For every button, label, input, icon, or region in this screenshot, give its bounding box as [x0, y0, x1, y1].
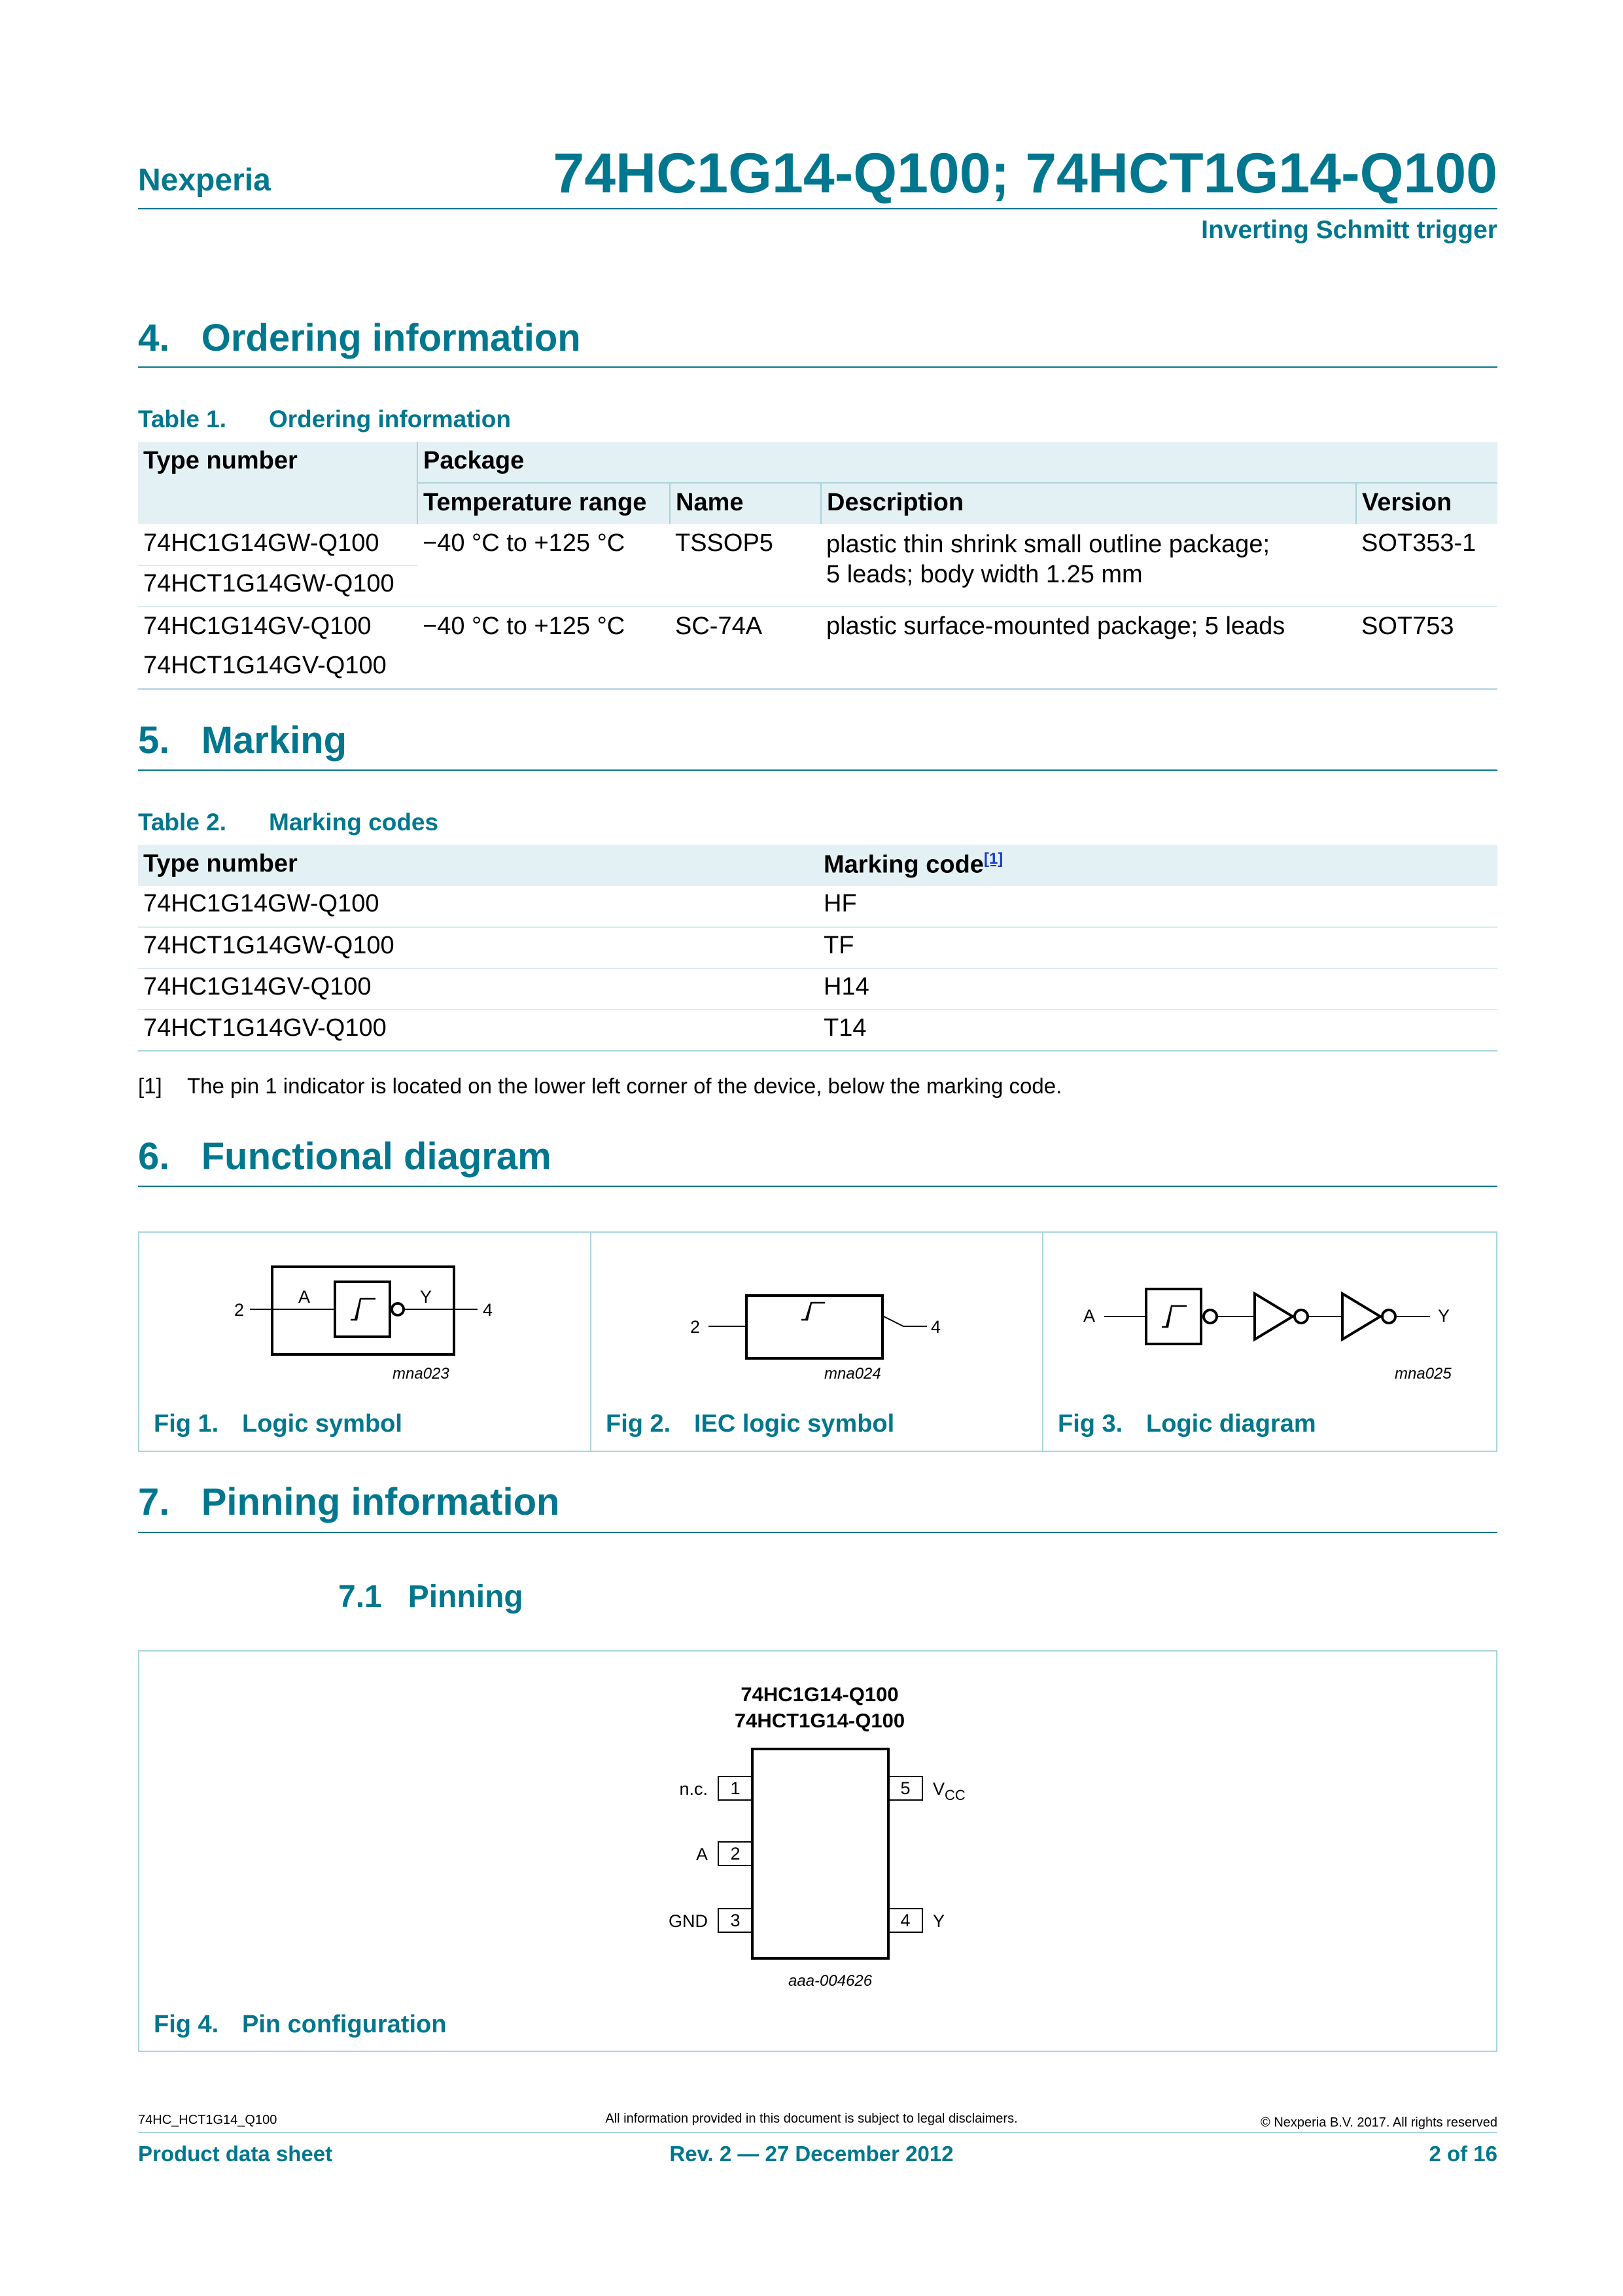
- panel-divider: [1042, 1231, 1043, 1452]
- col-marking-code: [818, 845, 1497, 886]
- type-cell: 74HCT1G14GW-Q100: [143, 570, 394, 597]
- section-6-rule: [138, 1186, 1497, 1187]
- output-name-label: Y: [420, 1287, 432, 1307]
- table-row: [138, 607, 1497, 648]
- type-cell: 74HCT1G14GV-Q100: [143, 1014, 387, 1042]
- pin-in-label: 2: [690, 1317, 701, 1337]
- inversion-bubble-icon: [1204, 1310, 1217, 1323]
- symbol-outline: [746, 1296, 882, 1358]
- pin-out-label: 4: [483, 1300, 493, 1320]
- code-cell: HF: [824, 890, 857, 917]
- input-name-label: A: [1083, 1306, 1096, 1326]
- col-package: Package: [417, 442, 1497, 483]
- col-temperature-range: Temperature range: [417, 483, 670, 524]
- table-1-title: Ordering information: [269, 406, 511, 433]
- inversion-bubble-icon: [392, 1303, 404, 1315]
- type-cell: 74HC1G14GV-Q100: [143, 973, 372, 1000]
- fig-1-number: Fig 1.: [154, 1410, 219, 1438]
- inversion-bubble-icon: [1382, 1310, 1395, 1323]
- figure-ref: mna024: [824, 1365, 881, 1383]
- footnote-link[interactable]: [1]: [983, 850, 1003, 868]
- footer-page-number: 2 of 16: [1429, 2142, 1497, 2166]
- iec-logic-symbol-figure: [677, 1279, 965, 1384]
- fig-2-title: IEC logic symbol: [694, 1410, 895, 1438]
- inversion-bubble-icon: [1295, 1310, 1308, 1323]
- logic-diagram-figure: [1073, 1276, 1478, 1387]
- type-cell: 74HCT1G14GV-Q100: [143, 652, 387, 679]
- fig-3-number: Fig 3.: [1058, 1410, 1123, 1438]
- type-cell: 74HC1G14GW-Q100: [143, 890, 379, 917]
- table-row: [138, 1010, 1497, 1051]
- pin-in-label: 2: [234, 1300, 245, 1320]
- table-row: [138, 927, 1497, 968]
- table-row: [138, 886, 1497, 927]
- footer-doc-type: Product data sheet: [138, 2142, 333, 2166]
- col-description: Description: [821, 483, 1356, 524]
- description-cell: [821, 524, 1356, 607]
- buffer-triangle-icon: [1255, 1294, 1293, 1339]
- table-row: [138, 524, 1497, 565]
- pin-5-name-main: V: [933, 1779, 945, 1799]
- fig-2-number: Fig 2.: [606, 1410, 671, 1438]
- document-subtitle: Inverting Schmitt trigger: [1201, 216, 1497, 244]
- fig-4-number: Fig 4.: [154, 2011, 219, 2038]
- col-type-number: Type number: [138, 845, 818, 886]
- fig-2-caption: [606, 1410, 894, 1438]
- version-cell: SOT753: [1361, 612, 1454, 640]
- marking-code-label: Marking code: [824, 851, 984, 879]
- section-4-heading: 4. Ordering information: [138, 317, 581, 359]
- fig-1-title: Logic symbol: [242, 1410, 402, 1438]
- code-cell: T14: [824, 1014, 867, 1042]
- figure-ref: mna023: [393, 1365, 449, 1383]
- pin-2-name: A: [695, 1845, 708, 1864]
- section-7-heading: 7. Pinning information: [138, 1481, 560, 1523]
- type-cell: 74HCT1G14GW-Q100: [143, 932, 394, 959]
- fig-4-caption: [154, 2011, 446, 2039]
- footer-legal: All information provided in this document is subject to legal disclaimers.: [605, 2111, 1018, 2126]
- description-cell: plastic surface-mounted package; 5 leads: [826, 612, 1285, 640]
- symbol-outline: [272, 1267, 454, 1354]
- temperature-cell: −40 °C to +125 °C: [423, 529, 625, 557]
- pin-4-number: 4: [900, 1911, 911, 1930]
- table-2-title: Marking codes: [269, 809, 439, 836]
- figure-ref: aaa-004626: [788, 1972, 873, 1990]
- description-line: plastic thin shrink small outline package;: [826, 531, 1270, 558]
- footer-revision: Rev. 2 — 27 December 2012: [669, 2142, 954, 2166]
- pin-3-name: GND: [669, 1911, 708, 1931]
- table-1-number: Table 1.: [138, 406, 227, 433]
- negation-output-lead: [882, 1316, 927, 1326]
- chip-title-2: 74HCT1G14-Q100: [734, 1709, 905, 1732]
- schmitt-box: [1146, 1289, 1201, 1344]
- footnote-ref: [1]: [138, 1074, 162, 1098]
- code-cell: H14: [824, 973, 869, 1000]
- footer-copyright: © Nexperia B.V. 2017. All rights reserved: [1261, 2115, 1497, 2130]
- pin-4-name: Y: [933, 1911, 945, 1931]
- input-name-label: A: [298, 1287, 311, 1307]
- table-2-caption: [138, 809, 438, 836]
- code-cell: TF: [824, 932, 854, 959]
- ordering-table: [138, 442, 1497, 690]
- hysteresis-icon: [351, 1299, 375, 1320]
- section-5-rule: [138, 769, 1497, 771]
- package-name-cell: TSSOP5: [675, 529, 773, 557]
- type-cell: 74HC1G14GW-Q100: [138, 524, 417, 565]
- fig-3-title: Logic diagram: [1146, 1410, 1316, 1438]
- section-7-rule: [138, 1532, 1497, 1533]
- pin-out-label: 4: [931, 1317, 941, 1337]
- footnote: [138, 1074, 1062, 1099]
- chip-title-1: 74HC1G14-Q100: [741, 1683, 899, 1706]
- header-rule: [138, 208, 1497, 209]
- output-name-label: Y: [1438, 1306, 1450, 1326]
- section-6-heading: 6. Functional diagram: [138, 1135, 551, 1178]
- package-name-cell: SC-74A: [675, 612, 763, 640]
- type-cell: 74HC1G14GV-Q100: [143, 612, 372, 640]
- version-cell: SOT353-1: [1361, 529, 1476, 557]
- brand-name: Nexperia: [138, 163, 271, 198]
- fig-3-caption: [1058, 1410, 1316, 1438]
- section-5-heading: 5. Marking: [138, 719, 347, 762]
- footer-rule: [138, 2132, 1497, 2133]
- pin-2-number: 2: [730, 1844, 741, 1863]
- footnote-text: The pin 1 indicator is located on the lower left corner of the device, below the marking code.: [187, 1074, 1062, 1098]
- col-type-number: Type number: [138, 442, 417, 524]
- pin-configuration-figure: [641, 1678, 981, 1992]
- pin-1-name: n.c.: [679, 1779, 708, 1799]
- chip-body: [752, 1749, 888, 1958]
- footer-doc-id: 74HC_HCT1G14_Q100: [138, 2113, 277, 2127]
- description-line: 5 leads; body width 1.25 mm: [826, 561, 1143, 588]
- pin-5-name: [933, 1779, 966, 1803]
- table-1-caption: [138, 406, 511, 433]
- section-7-1-heading: 7.1 Pinning: [338, 1580, 523, 1614]
- figure-ref: mna025: [1395, 1365, 1452, 1383]
- pin-3-number: 3: [730, 1911, 741, 1930]
- fig-4-title: Pin configuration: [242, 2011, 447, 2038]
- col-version: Version: [1356, 483, 1497, 524]
- fig-1-caption: [154, 1410, 402, 1438]
- document-title: 74HC1G14-Q100; 74HCT1G14-Q100: [553, 142, 1497, 205]
- pin-5-name-sub: CC: [945, 1787, 966, 1803]
- temperature-cell: −40 °C to +125 °C: [423, 612, 625, 640]
- pin-5-number: 5: [900, 1778, 911, 1798]
- table-2-number: Table 2.: [138, 809, 227, 836]
- hysteresis-icon: [1162, 1306, 1187, 1327]
- hysteresis-icon: [801, 1303, 825, 1320]
- table-row: [138, 968, 1497, 1010]
- marking-table: [138, 845, 1497, 1051]
- schmitt-box: [335, 1282, 390, 1337]
- col-name: Name: [670, 483, 821, 524]
- buffer-triangle-icon: [1342, 1294, 1380, 1339]
- pin-1-number: 1: [730, 1778, 741, 1798]
- section-4-rule: [138, 366, 1497, 368]
- panel-divider: [590, 1231, 591, 1452]
- logic-symbol-figure: [222, 1260, 510, 1384]
